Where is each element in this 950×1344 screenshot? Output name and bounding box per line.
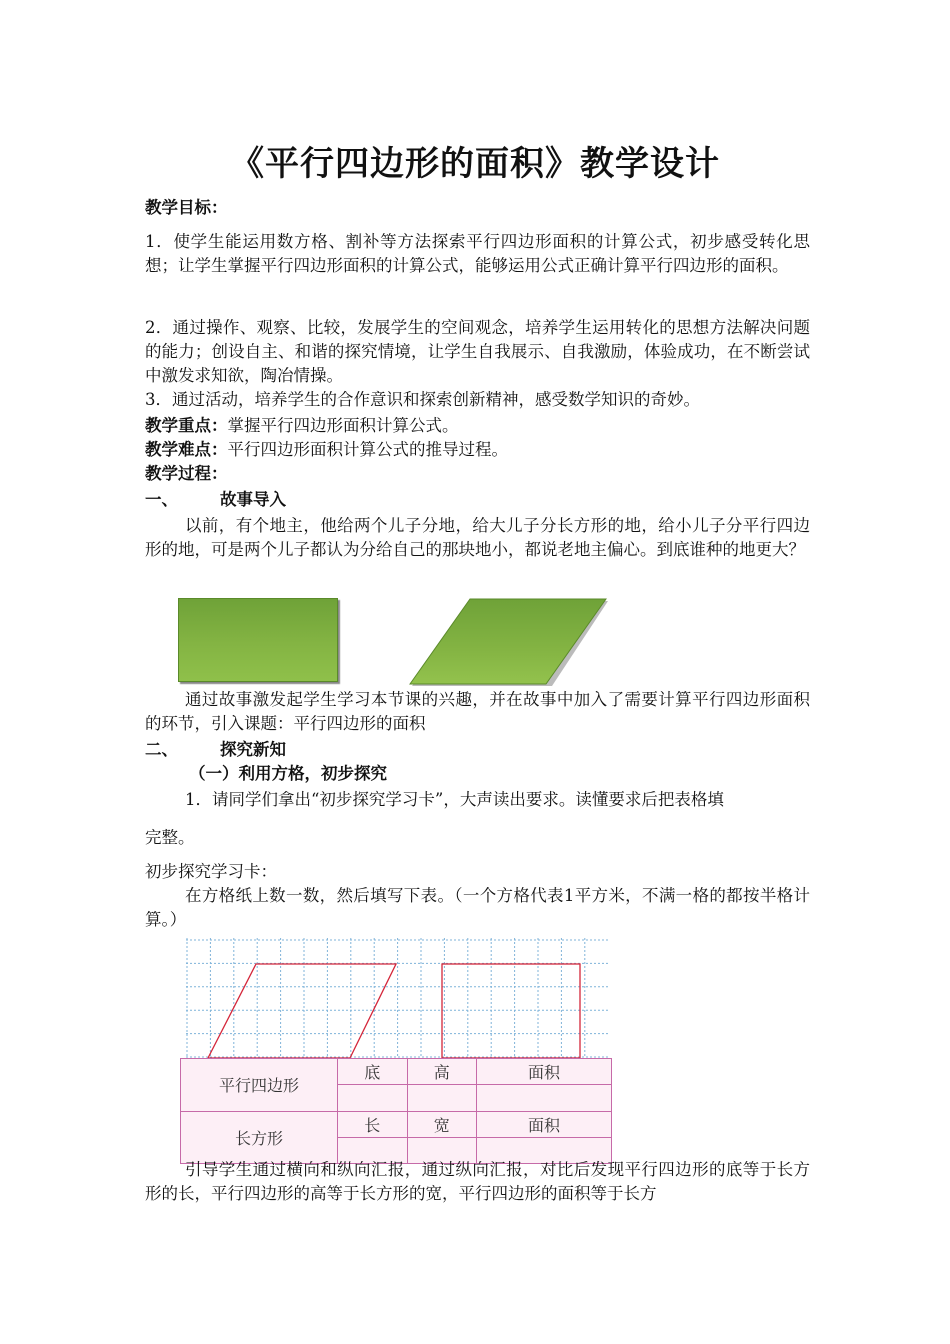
parallelogram-field-figure [408,598,608,686]
key-point [145,414,810,438]
section-2-heading [145,738,810,762]
card-label: 初步探究学习卡： [145,862,277,881]
table-header-cell: 高 [407,1059,477,1085]
section-1-number: 一、 [145,490,178,509]
difficult-point-text: 平行四边形面积计算公式的推导过程。 [227,440,508,459]
difficult-point [145,438,810,462]
grid-parallelogram [208,964,396,1058]
process-heading: 教学过程： [145,464,228,483]
story-note: 通过故事激发起学生学习本节课的兴趣，并在故事中加入了需要计算平行四边形面积的环节，引入课题：平行四边形的面积 [145,690,810,733]
table-header-cell: 面积 [477,1111,612,1137]
difficult-point-label: 教学难点： [145,440,228,459]
bottom-paragraph: 引导学生通过横向和纵向汇报，通过纵向汇报，对比后发现平行四边形的底等于长方形的长，平行四边形的高等于长方形的宽，平行四边形的面积等于长方 [145,1160,810,1203]
page-title: 《平行四边形的面积》教学设计 [230,144,720,184]
section-2-title: 探究新知 [220,740,286,759]
subsection-1-heading: （一）利用方格，初步探究 [189,764,387,783]
step-1: 1．请同学们拿出“初步探究学习卡”，大声读出要求。读懂要求后把表格填 [185,790,724,809]
table-row-label: 长方形 [181,1111,338,1164]
grid-rectangle [442,964,580,1058]
table-header-cell: 长 [338,1111,408,1137]
table-header-cell: 面积 [477,1059,612,1085]
goal-1: 1．使学生能运用数方格、割补等方法探索平行四边形面积的计算公式，初步感受转化思想；让学生掌握平行四边形面积的计算公式，能够运用公式正确计算平行四边形的面积。 [145,232,810,275]
table-input-cell[interactable] [407,1085,477,1111]
key-point-label: 教学重点： [145,416,228,435]
key-point-text: 掌握平行四边形面积计算公式。 [227,416,459,435]
table-input-cell[interactable] [477,1085,612,1111]
goal-3: 3．通过活动，培养学生的合作意识和探索创新精神，感受数学知识的奇妙。 [145,390,700,409]
section-2-number: 二、 [145,740,178,759]
section-1-title: 故事导入 [220,490,286,509]
rectangle-field-figure [178,598,338,682]
card-instructions: 在方格纸上数一数，然后填写下表。（一个方格代表1平方米，不满一格的都按半格计算。） [145,886,810,929]
table-header-cell: 底 [338,1059,408,1085]
table-row-label: 平行四边形 [181,1059,338,1112]
step-1-continued: 完整。 [145,828,195,847]
table-input-cell[interactable] [338,1085,408,1111]
goals-heading: 教学目标： [145,198,228,217]
section-1-heading [145,488,810,512]
goal-2: 2．通过操作、观察、比较，发展学生的空间观念，培养学生运用转化的思想方法解决问题的能力；创设自主、和谐的探究情境，让学生自我展示、自我激励，体验成功，在不断尝试中激发求知欲，陶冶情操。 [145,318,810,385]
story-paragraph: 以前，有个地主，他给两个儿子分地，给大儿子分长方形的地，给小儿子分平行四边形的地，可是两个儿子都认为分给自己的那块地小，都说老地主偏心。到底谁种的地更大？ [145,516,810,559]
table-header-cell: 宽 [407,1111,477,1137]
grid-paper-figure [186,938,608,1060]
area-table [180,1058,612,1164]
